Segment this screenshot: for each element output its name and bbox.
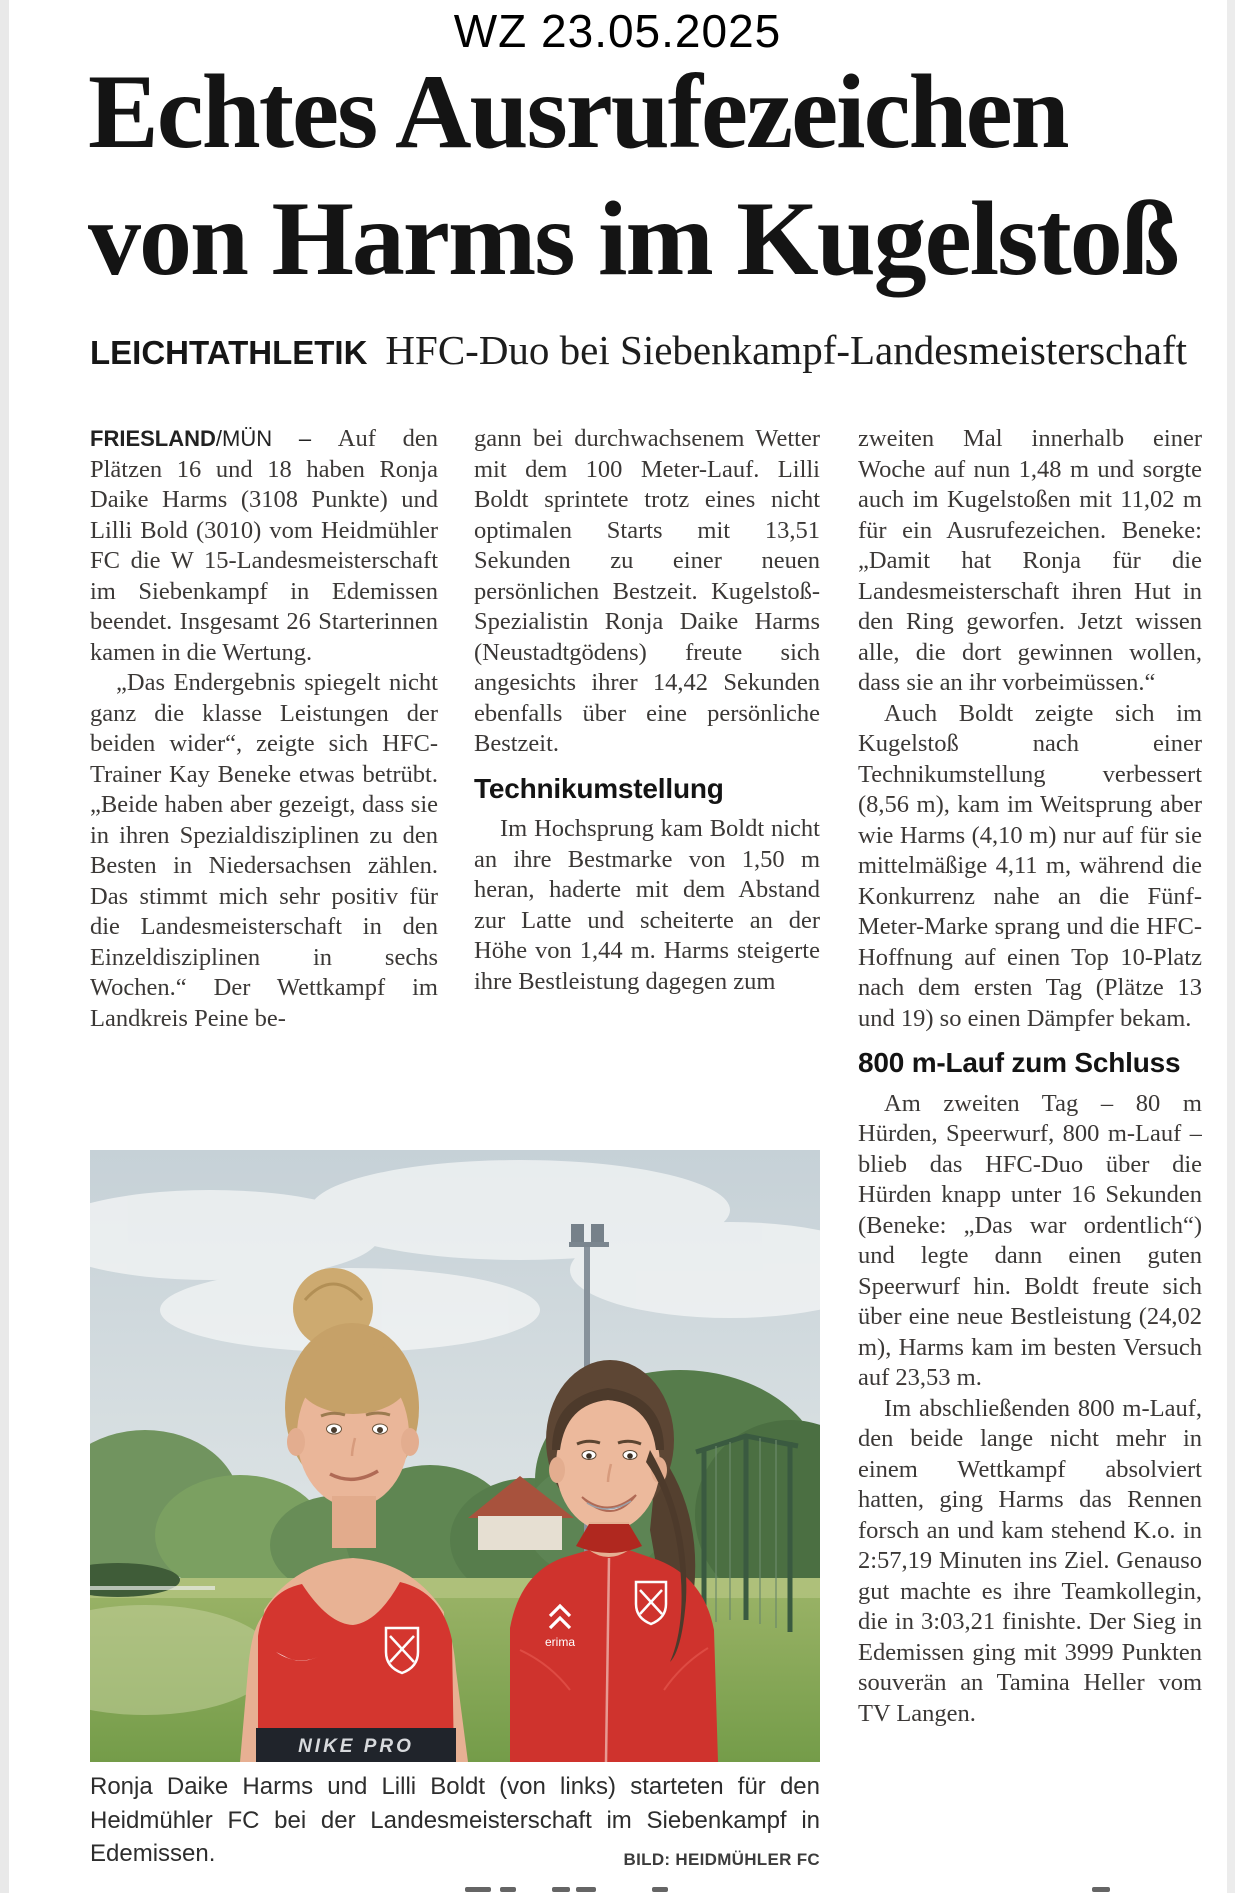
article-column-3 — [858, 424, 1202, 1886]
paragraph — [90, 424, 438, 668]
photo-illustration — [90, 1150, 820, 1762]
kicker-category: LEICHTATHLETIK — [90, 334, 368, 371]
kicker — [90, 326, 1210, 374]
jacket-brand-text: erima — [544, 1635, 576, 1649]
scan-edge-right — [1227, 0, 1235, 1893]
paragraph: „Das Endergebnis spiegelt nicht ganz die klasse Leistungen der beiden wider“, zeigte sich HFC-Trainer Kay Beneke etwas betrübt. „Beide haben aber gezeigt, dass sie in ihren Spezialdisziplinen zu den Besten in Niedersachsen zählen. Das stimmt mich sehr positiv für die Landesmeisterschaft in den Einzeldisziplinen in sechs Wochen.“ Der Wettkampf im Landkreis Peine be- — [90, 669, 438, 1032]
section-heading-technikumstellung: Technikumstellung — [474, 772, 724, 804]
scan-edge-left — [0, 0, 9, 1893]
headline-line-2: von Harms im Kugelstoß — [88, 180, 1178, 297]
masthead-date: WZ 23.05.2025 — [453, 5, 782, 57]
paragraph: Auch Boldt zeigte sich im Kugelstoß nach einer Technikumstellung verbessert (8,56 m), kam im Weitsprung aber wie Harms (4,10 m) nur auf für sie mittelmäßige 4,11 m, während die Konkurrenz nahe an die Fünf-Meter-Marke sprang und die HFC-Hoffnung auf einen Top 10-Platz nach dem ersten Tag (Plätze 13 und 19) so einen Dämpfer bekam. — [858, 699, 1202, 1032]
article-column-1 — [90, 424, 438, 1114]
article-photo — [90, 1150, 820, 1762]
paragraph: zweiten Mal innerhalb einer Woche auf nun 1,48 m und sorgte auch im Kugelstoßen mit 11,02 m für ein Ausrufezeichen. Beneke: „Damit hat Ronja für die Landesmeisterschaft ihren Hut in den Ring geworfen. Jetzt wissen alle, die dort gewinnen wollen, dass sie an ihr vorbeimüssen.“ — [858, 425, 1202, 696]
headline-line-1: Echtes Ausrufezeichen — [88, 53, 1068, 170]
caption-text: Ronja Daike Harms und Lilli Boldt (von links) starteten für den Heidmühler FC bei der Landesmeisterschaft im Siebenkampf in Edemissen. — [90, 1773, 820, 1867]
paragraph: Im Hochsprung kam Boldt nicht an ihre Bestmarke von 1,50 m heran, haderte mit dem Abstand zur Latte und scheiterte an der Höhe von 1,44 m. Harms steigerte ihre Bestleistung dagegen zum — [474, 815, 820, 995]
kicker-subtitle: HFC-Duo bei Siebenkampf-Landesmeisterschaft — [385, 327, 1187, 373]
paragraph: gann bei durchwachsenem Wetter mit dem 100 Meter-Lauf. Lilli Boldt sprintete trotz eines nicht optimalen Starts mit 13,51 Sekunden zu einer neuen persönlichen Bestzeit. Kugelstoß-Spezialistin Ronja Daike Harms (Neustadtgödens) freute sich angesichts ihrer 14,42 Sekunden ebenfalls über eine persönliche Bestzeit. — [474, 425, 820, 757]
dateline-author: /MÜN – — [215, 426, 338, 451]
paragraph: Am zweiten Tag – 80 m Hürden, Speerwurf, 800 m-Lauf – blieb das HFC-Duo über die Hürden knapp unter 16 Sekunden (Beneke: „Das war ordentlich“) und legte dann einen guten Speerwurf hin. Boldt freute sich über eine neue Bestleistung (24,02 m), Harms kam im besten Versuch auf 23,53 m. — [858, 1089, 1202, 1391]
section-heading-800m-lauf: 800 m-Lauf zum Schluss — [858, 1047, 1181, 1078]
paragraph: Im abschließenden 800 m-Lauf, den beide lange nicht mehr in einem Wettkampf absolviert hatten, ging Harms das Rennen forsch an und kam stehend K.o. in 2:57,19 Minuten ins Ziel. Genauso gut machte es ihre Teamkollegin, die in 3:03,21 finishte. Der Sieg in Edemissen ging mit 3999 Punkten souverän an Tamina Heller vom TV Langen. — [858, 1394, 1202, 1727]
dateline-place: FRIESLAND — [90, 426, 216, 451]
article-column-2 — [474, 424, 820, 1114]
shorts-brand-text: NIKE PRO — [298, 1736, 414, 1757]
paragraph-text: Auf den Plätzen 16 und 18 haben Ronja Daike Harms (3108 Punkte) und Lilli Bold (3010) vom Heidmühler FC die W 15-Landesmeisterschaft im Siebenkampf in Edemissen beendet. Insgesamt 26 Starterinnen kamen in die Wertung. — [90, 425, 438, 666]
article-headline — [88, 48, 1208, 302]
photo-caption — [90, 1770, 820, 1880]
photo-credit: BILD: HEIDMÜHLER FC — [623, 1849, 820, 1869]
